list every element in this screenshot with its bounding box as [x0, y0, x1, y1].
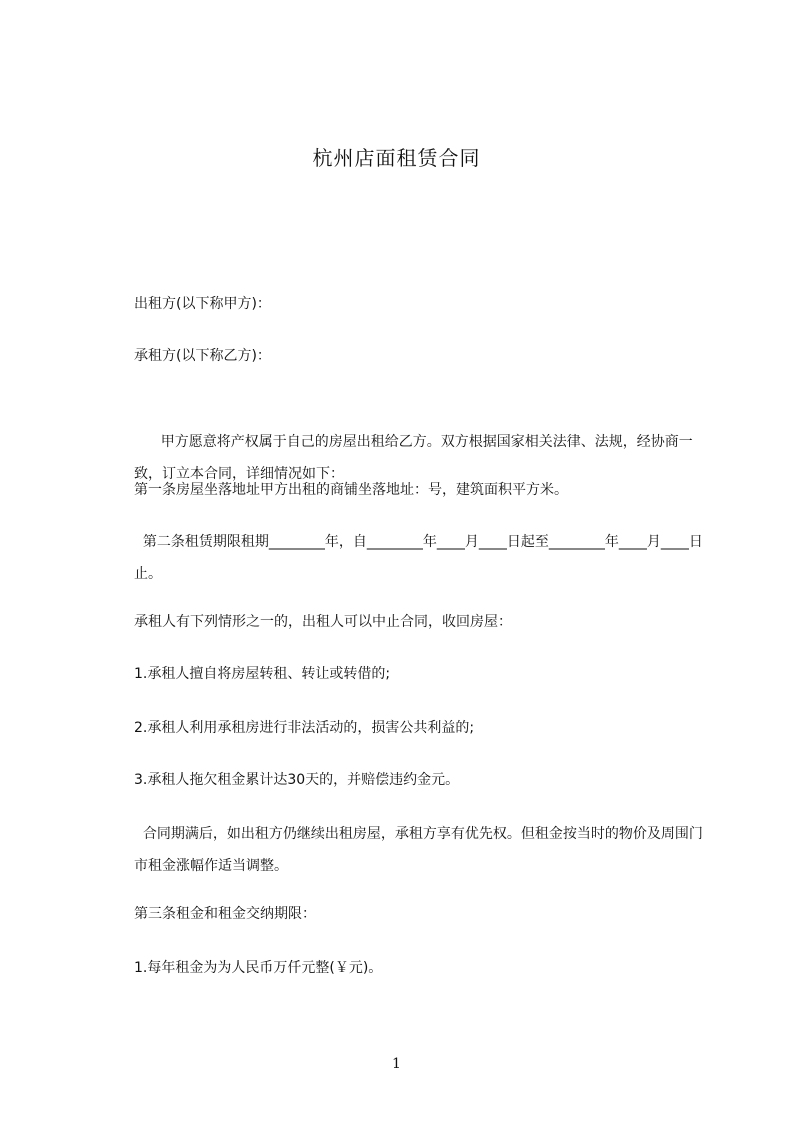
list-item-rent: 1.每年租金为为人民币万仟元整(￥元)。	[134, 960, 383, 976]
paragraph-renewal: 合同期满后，如出租方仍继续出租房屋，承租方享有优先权。但租金按当时的物价及周围门市租金涨幅作适当调整。	[134, 826, 703, 874]
paragraph-lessor: 出租方(以下称甲方)：	[134, 296, 271, 312]
paragraph-lessee: 承租方(以下称乙方)：	[134, 348, 271, 364]
list-item-3: 3.承租人拖欠租金累计达30天的，并赔偿违约金元。	[134, 772, 460, 788]
paragraph-article-1: 第一条房屋坐落地址甲方出租的商铺坐落地址：号，建筑面积平方米。	[134, 482, 568, 498]
paragraph-article-3: 第三条租金和租金交纳期限：	[134, 906, 316, 922]
list-item-2: 2.承租人利用承租房进行非法活动的，损害公共利益的;	[134, 720, 475, 736]
paragraph-termination: 承租人有下列情形之一的，出租人可以中止合同，收回房屋：	[134, 614, 512, 630]
page-number: 1	[392, 1056, 401, 1072]
document-title: 杭州店面租赁合同	[312, 146, 481, 170]
list-item-1: 1.承租人擅自将房屋转租、转让或转借的;	[134, 666, 391, 682]
paragraph-intro-text: 甲方愿意将产权属于自己的房屋出租给乙方。双方根据国家相关法律、法规，经协商一致，订立本合同，详细情况如下：	[134, 434, 693, 482]
paragraph-article-2: 第二条租赁期限租期________年，自________年____月____日起至________年____月____日止。	[134, 534, 703, 582]
